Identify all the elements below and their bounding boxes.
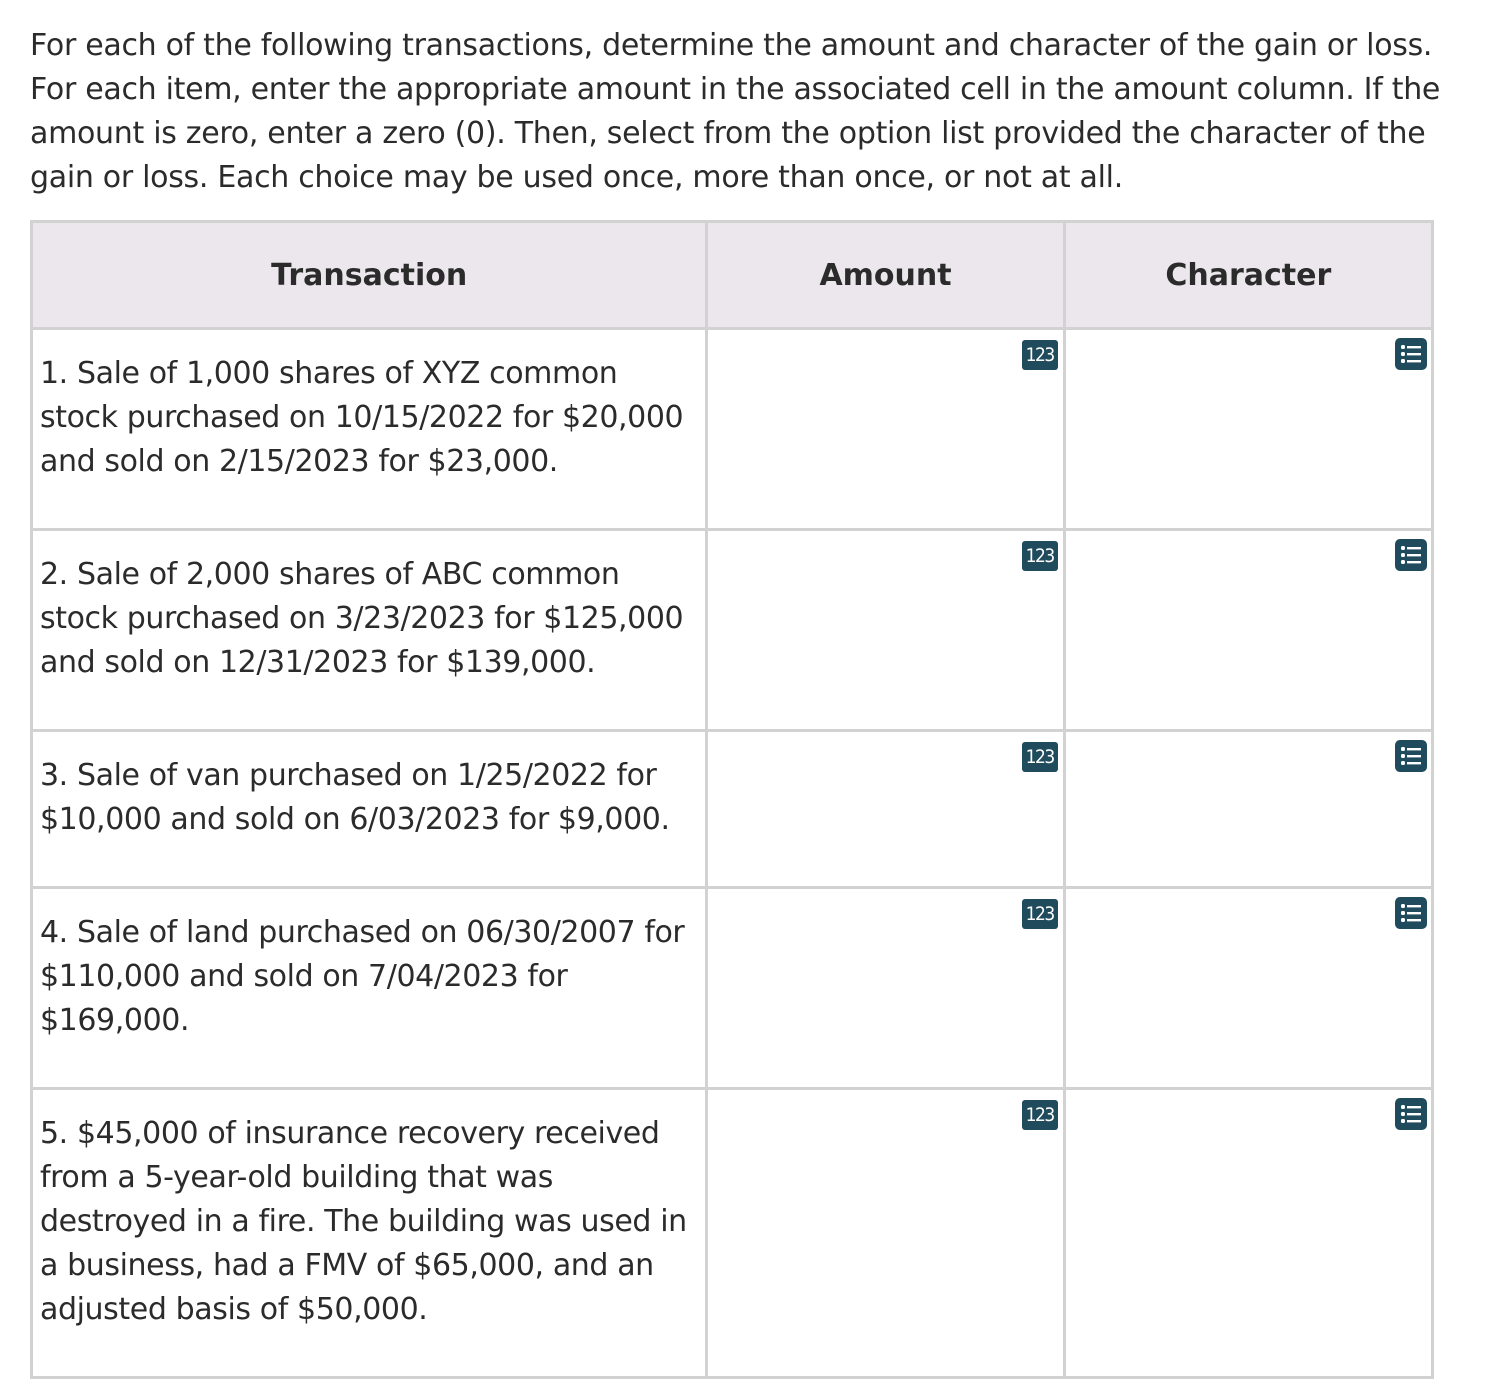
option-list-icon[interactable]	[1395, 1098, 1427, 1130]
transaction-cell: 2. Sale of 2,000 shares of ABC common stock purchased on 3/23/2023 for $125,000 and sold on 12/31/2023 for $139,000.	[32, 530, 707, 731]
amount-input[interactable]	[708, 330, 1062, 528]
amount-cell[interactable]	[707, 1089, 1064, 1378]
table-header-row	[32, 222, 1433, 329]
instructions-text: For each of the following transactions, determine the amount and character of the gain or loss. For each item, enter the appropriate amount in the associated cell in the amount column. If the amount is zero, enter a zero (0). Then, select from the option list provided the character of the gain or loss. Each choice may be used once, more than once, or not at all.	[30, 28, 1441, 195]
transaction-cell: 5. $45,000 of insurance recovery received from a 5-year-old building that was destroyed in a fire. The building was used in a business, had a FMV of $65,000, and an adjusted basis of $50,000.	[32, 1089, 707, 1378]
header-transaction: Transaction	[32, 222, 707, 329]
table-row	[32, 888, 1433, 1089]
amount-input[interactable]	[708, 1090, 1062, 1376]
character-cell[interactable]	[1064, 530, 1432, 731]
header-amount: Amount	[707, 222, 1064, 329]
numeric-entry-icon: 123	[1022, 340, 1058, 370]
transaction-cell: 3. Sale of van purchased on 1/25/2022 for $10,000 and sold on 6/03/2023 for $9,000.	[32, 731, 707, 888]
amount-input[interactable]	[708, 889, 1062, 1087]
character-cell[interactable]	[1064, 329, 1432, 530]
numeric-entry-icon: 123	[1022, 1100, 1058, 1130]
table-row	[32, 1089, 1433, 1378]
character-cell[interactable]	[1064, 888, 1432, 1089]
option-list-icon[interactable]	[1395, 539, 1427, 571]
transactions-table	[30, 220, 1434, 1379]
numeric-entry-icon: 123	[1022, 742, 1058, 772]
amount-cell[interactable]	[707, 329, 1064, 530]
option-list-icon[interactable]	[1395, 897, 1427, 929]
numeric-entry-icon: 123	[1022, 899, 1058, 929]
header-character: Character	[1064, 222, 1432, 329]
table-row	[32, 329, 1433, 530]
numeric-entry-icon: 123	[1022, 541, 1058, 571]
transaction-cell: 4. Sale of land purchased on 06/30/2007 for $110,000 and sold on 7/04/2023 for $169,000.	[32, 888, 707, 1089]
option-list-icon[interactable]	[1395, 740, 1427, 772]
amount-input[interactable]	[708, 531, 1062, 729]
amount-input[interactable]	[708, 732, 1062, 886]
amount-cell[interactable]	[707, 530, 1064, 731]
table-row	[32, 731, 1433, 888]
amount-cell[interactable]	[707, 731, 1064, 888]
option-list-icon[interactable]	[1395, 338, 1427, 370]
table-row	[32, 530, 1433, 731]
amount-cell[interactable]	[707, 888, 1064, 1089]
transaction-cell: 1. Sale of 1,000 shares of XYZ common stock purchased on 10/15/2022 for $20,000 and sold on 2/15/2023 for $23,000.	[32, 329, 707, 530]
character-cell[interactable]	[1064, 731, 1432, 888]
character-cell[interactable]	[1064, 1089, 1432, 1378]
